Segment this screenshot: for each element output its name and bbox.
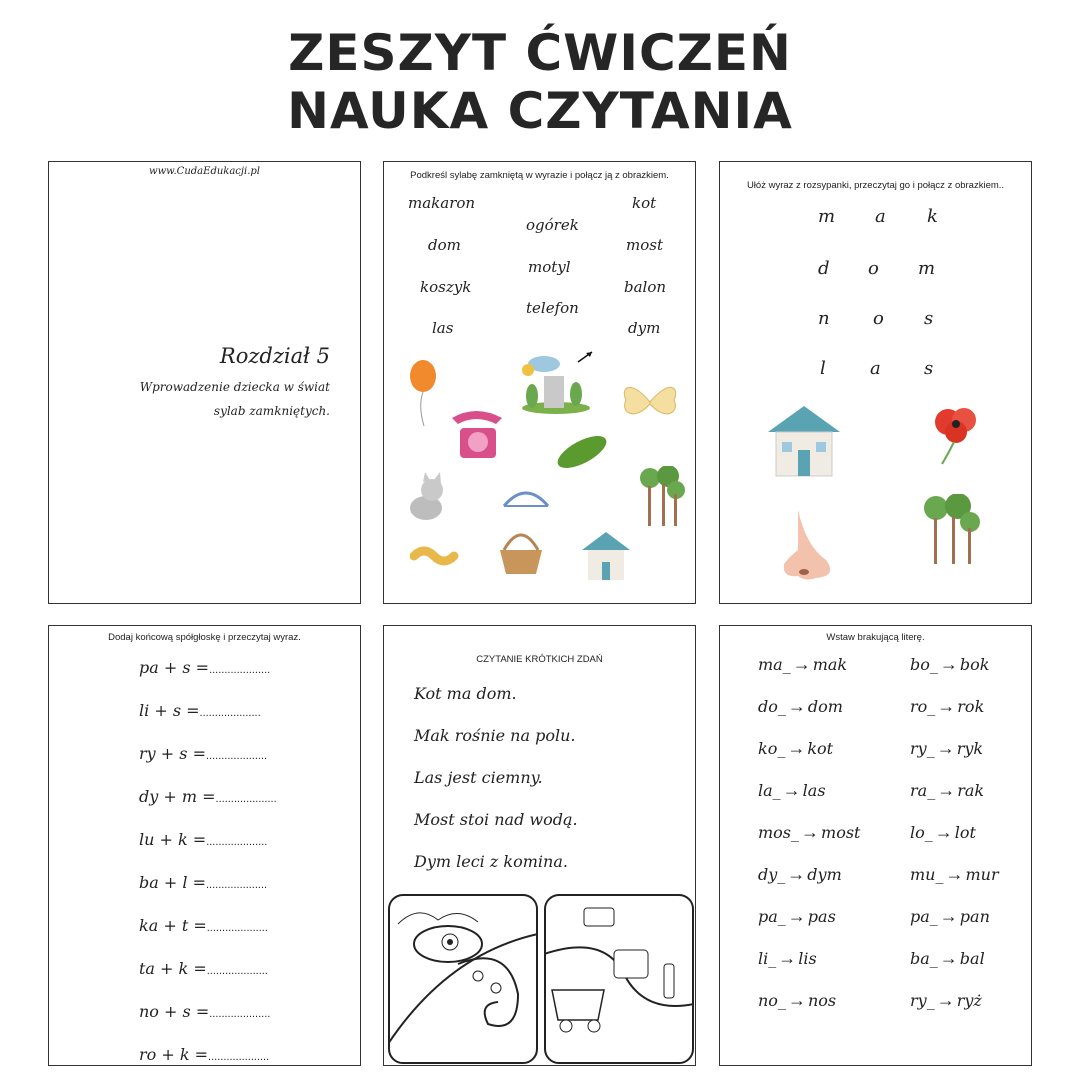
answer-blank[interactable]: .................... — [215, 793, 277, 805]
website-url: www.CudaEdukacji.pl — [149, 166, 260, 177]
complete-word: dym — [807, 865, 842, 884]
complete-word: kot — [807, 739, 834, 758]
word: ogórek — [526, 216, 579, 234]
word-with-gap: mos_ — [758, 823, 800, 842]
chapter-description-1: Wprowadzenie dziecka w świat — [139, 380, 330, 394]
syllable-equation: ro + k = — [139, 1045, 209, 1064]
complete-word: most — [821, 823, 861, 842]
page-final-consonant — [48, 625, 361, 1066]
missing-letter-row — [910, 780, 984, 801]
answer-blank[interactable]: .................... — [206, 836, 268, 848]
missing-letter-row — [758, 990, 836, 1011]
syllable-equation: ka + t = — [139, 916, 207, 935]
title-line-2: NAUKA CZYTANIA — [287, 82, 793, 140]
exercise-row — [139, 916, 268, 936]
letter: s — [924, 308, 934, 329]
arrow-icon: → — [934, 822, 953, 842]
word: motyl — [528, 258, 571, 276]
complete-word: mak — [812, 655, 848, 674]
page-closed-syllables — [383, 161, 696, 604]
arrow-icon: → — [937, 696, 956, 716]
arrow-icon: → — [939, 654, 958, 674]
word-with-gap: ry_ — [910, 739, 935, 758]
word-with-gap: ry_ — [910, 991, 935, 1010]
sentence: Kot ma dom. — [414, 684, 517, 703]
exercise-row — [139, 744, 267, 764]
sentence: Las jest ciemny. — [414, 768, 543, 787]
missing-letter-row — [758, 906, 836, 927]
missing-letter-row — [910, 990, 982, 1011]
letter: a — [870, 358, 881, 379]
poppy-icon — [924, 402, 986, 466]
syllable-equation: ta + k = — [139, 959, 207, 978]
exercise-row — [139, 830, 267, 850]
complete-word: rok — [957, 697, 985, 716]
syllable-equation: dy + m = — [139, 787, 216, 806]
syllable-equation: lu + k = — [139, 830, 207, 849]
heading: CZYTANIE KRÓTKICH ZDAŃ — [476, 654, 603, 665]
telephone-icon — [446, 402, 508, 464]
answer-blank[interactable]: .................... — [206, 965, 268, 977]
exercise-row — [139, 1045, 269, 1065]
missing-letter-row — [910, 906, 990, 927]
arrow-icon: → — [787, 738, 806, 758]
answer-blank[interactable]: .................... — [199, 707, 261, 719]
arrow-icon: → — [937, 780, 956, 800]
arrow-icon: → — [787, 864, 806, 884]
letter: o — [873, 308, 884, 329]
exercise-row — [139, 873, 267, 893]
word-with-gap: do_ — [758, 697, 786, 716]
trees-icon — [920, 494, 982, 566]
word: telefon — [526, 299, 579, 317]
chameleon-coloring-icon — [388, 894, 538, 1064]
letter: n — [818, 308, 830, 329]
missing-letter-row — [758, 822, 860, 843]
word-with-gap: ko_ — [758, 739, 786, 758]
smoking-chimney-icon — [516, 348, 596, 414]
word-with-gap: ma_ — [758, 655, 791, 674]
sentence: Mak rośnie na polu. — [414, 726, 576, 745]
arrow-icon: → — [939, 948, 958, 968]
answer-blank[interactable]: .................... — [205, 879, 268, 891]
nose-icon — [776, 506, 838, 582]
word-with-gap: no_ — [758, 991, 786, 1010]
complete-word: dom — [807, 697, 843, 716]
word-with-gap: la_ — [758, 781, 781, 800]
word: dym — [628, 319, 661, 337]
word-with-gap: ra_ — [910, 781, 936, 800]
syllable-equation: no + s = — [139, 1002, 210, 1021]
arrow-icon: → — [936, 990, 955, 1010]
complete-word: ryk — [956, 739, 984, 758]
answer-blank[interactable]: .................... — [206, 922, 268, 934]
word-with-gap: mu_ — [910, 865, 944, 884]
syllable-equation: pa + s = — [139, 658, 210, 677]
balloon-icon — [406, 358, 440, 428]
arrow-icon: → — [792, 654, 811, 674]
answer-blank[interactable]: .................... — [208, 1051, 270, 1063]
trees-icon — [636, 466, 686, 528]
word-with-gap: pa_ — [758, 907, 786, 926]
butterfly-icon — [620, 378, 680, 426]
title-line-1: ZESZYT ĆWICZEŃ — [288, 24, 792, 82]
word: most — [626, 236, 663, 254]
complete-word: rak — [957, 781, 985, 800]
syllable-equation: li + s = — [139, 701, 200, 720]
arrow-icon: → — [787, 696, 806, 716]
letter: o — [868, 258, 879, 279]
word-with-gap: ba_ — [910, 949, 938, 968]
chapter-description-2: sylab zamkniętych. — [213, 404, 330, 418]
missing-letter-row — [758, 654, 847, 675]
cucumber-icon — [554, 430, 610, 474]
complete-word: lot — [954, 823, 976, 842]
missing-letter-row — [910, 948, 985, 969]
exercise-row — [139, 1002, 270, 1022]
letter: k — [927, 206, 938, 227]
complete-word: nos — [807, 991, 837, 1010]
arrow-icon: → — [936, 738, 955, 758]
missing-letter-row — [758, 948, 817, 969]
arrow-icon: → — [945, 864, 964, 884]
page-cover — [48, 161, 361, 604]
bridge-icon — [502, 480, 550, 512]
complete-word: las — [802, 781, 826, 800]
letter: d — [818, 258, 830, 279]
letter: m — [918, 258, 936, 279]
instruction: Wstaw brakującą literę. — [826, 632, 925, 643]
chapter-title: Rozdział 5 — [219, 344, 330, 368]
arrow-icon: → — [787, 906, 806, 926]
word: dom — [428, 236, 461, 254]
complete-word: mur — [965, 865, 999, 884]
complete-word: bal — [959, 949, 985, 968]
page-missing-letter — [719, 625, 1032, 1066]
letter: l — [820, 358, 826, 379]
arrow-icon: → — [778, 948, 797, 968]
answer-blank[interactable]: .................... — [205, 750, 268, 762]
word-with-gap: pa_ — [910, 907, 938, 926]
word: koszyk — [420, 278, 472, 296]
pasta-icon — [410, 544, 460, 576]
complete-word: pas — [807, 907, 836, 926]
arrow-icon: → — [782, 780, 801, 800]
missing-letter-row — [758, 738, 833, 759]
missing-letter-row — [910, 864, 999, 885]
exercise-row — [139, 787, 277, 807]
complete-word: lis — [798, 949, 817, 968]
sentence: Dym leci z komina. — [414, 852, 568, 871]
syllable-equation: ba + l = — [139, 873, 206, 892]
instruction: Dodaj końcową spółgłoskę i przeczytaj wyraz. — [108, 632, 301, 643]
arrow-icon: → — [787, 990, 806, 1010]
page-scrambled-words — [719, 161, 1032, 604]
complete-word: pan — [959, 907, 990, 926]
arrow-icon: → — [801, 822, 820, 842]
word: las — [432, 319, 454, 337]
word-with-gap: dy_ — [758, 865, 786, 884]
word-with-gap: bo_ — [910, 655, 938, 674]
house-icon — [580, 528, 632, 584]
page-short-sentences — [383, 625, 696, 1066]
complete-word: ryż — [956, 991, 982, 1010]
letter: a — [875, 206, 886, 227]
answer-blank[interactable]: .................... — [209, 664, 271, 676]
arrow-icon: → — [939, 906, 958, 926]
sentence: Most stoi nad wodą. — [414, 810, 578, 829]
word-with-gap: ro_ — [910, 697, 936, 716]
word-with-gap: lo_ — [910, 823, 933, 842]
instruction: Ułóż wyraz z rozsypanki, przeczytaj go i połącz z obrazkiem.. — [746, 180, 1005, 191]
complete-word: bok — [959, 655, 990, 674]
exercise-row — [139, 658, 270, 678]
missing-letter-row — [758, 780, 826, 801]
vehicles-coloring-icon — [544, 894, 694, 1064]
instruction: Podkreśl sylabę zamkniętą w wyrazie i połącz ją z obrazkiem. — [410, 170, 669, 181]
missing-letter-row — [758, 864, 842, 885]
missing-letter-row — [910, 738, 983, 759]
answer-blank[interactable]: .................... — [209, 1008, 271, 1020]
letter: m — [818, 206, 836, 227]
letter: s — [924, 358, 934, 379]
syllable-equation: ry + s = — [139, 744, 206, 763]
exercise-row — [139, 701, 261, 721]
missing-letter-row — [758, 696, 843, 717]
missing-letter-row — [910, 696, 984, 717]
word-with-gap: li_ — [758, 949, 777, 968]
house-icon — [766, 402, 842, 484]
kitten-icon — [398, 470, 448, 522]
word: balon — [624, 278, 667, 296]
word: kot — [632, 194, 657, 212]
missing-letter-row — [910, 654, 989, 675]
exercise-row — [139, 959, 268, 979]
missing-letter-row — [910, 822, 976, 843]
word: makaron — [408, 194, 476, 212]
basket-icon — [496, 526, 546, 578]
